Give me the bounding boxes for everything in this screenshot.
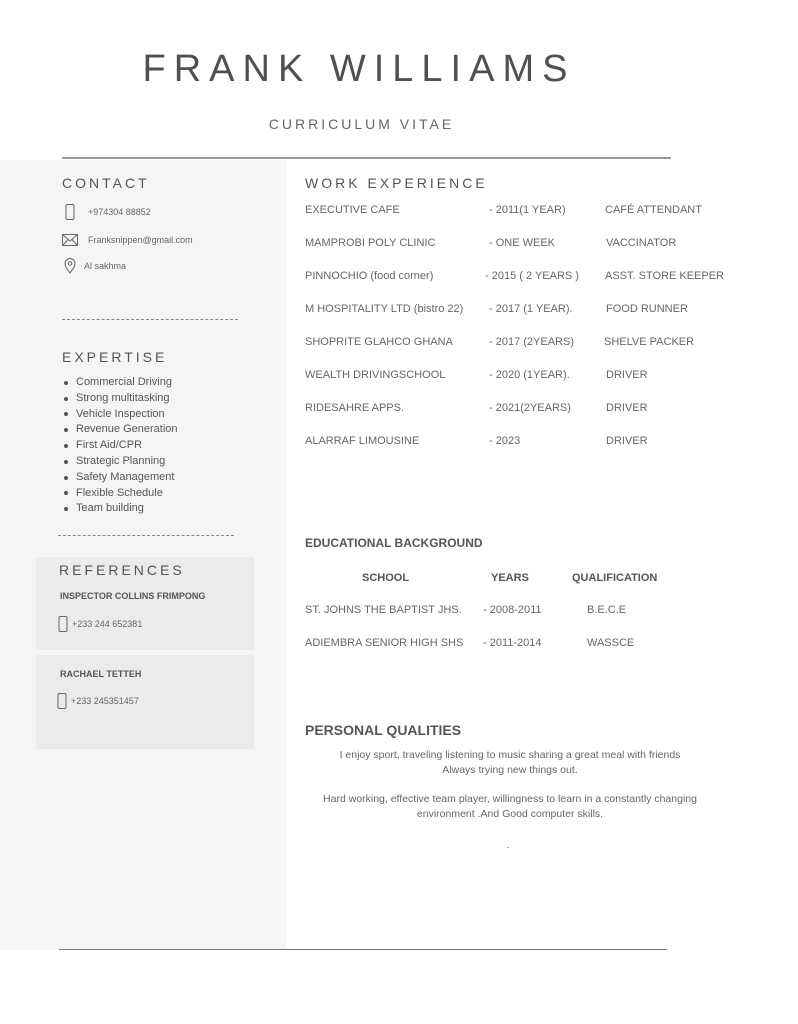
work-period: - 2021(2YEARS) [489, 402, 571, 414]
qualities-line: I enjoy sport, traveling listening to music sharing a great meal with friends [339, 749, 681, 761]
applicant-name: FRANK WILLIAMS [142, 48, 576, 90]
expertise-item: Team building [62, 501, 282, 517]
phone-icon [62, 204, 78, 220]
expertise-item: Flexible Schedule [62, 486, 282, 502]
location-pin-icon [62, 258, 78, 274]
work-row [305, 336, 785, 352]
reference-card [36, 655, 254, 749]
expertise-heading: EXPERTISE [62, 349, 168, 365]
work-role: FOOD RUNNER [606, 303, 688, 315]
work-period: - ONE WEEK [489, 237, 556, 249]
work-role: VACCINATOR [606, 237, 677, 249]
work-role: DRIVER [606, 402, 648, 414]
contact-email-row [62, 231, 193, 249]
work-role: SHELVE PACKER [604, 336, 695, 348]
education-col-qualification: QUALIFICATION [572, 572, 658, 584]
expertise-divider [58, 535, 234, 537]
work-company: EXECUTIVE CAFE [305, 204, 400, 216]
expertise-item: Strong multitasking [62, 391, 282, 407]
personal-qualities-heading: PERSONAL QUALITIES [305, 722, 462, 738]
work-company: MAMPROBI POLY CLINIC [305, 237, 436, 249]
education-heading: EDUCATIONAL BACKGROUND [305, 536, 483, 550]
work-company: M HOSPITALITY LTD (bistro 22) [305, 303, 464, 315]
work-period: - 2015 ( 2 YEARS ) [485, 270, 579, 282]
work-company: SHOPRITE GLAHCO GHANA [305, 336, 453, 348]
reference-name: INSPECTOR COLLINS FRIMPONG [60, 591, 206, 601]
expertise-item: Safety Management [62, 470, 282, 486]
header-divider [62, 157, 671, 159]
work-row [305, 270, 785, 286]
contact-divider [62, 319, 238, 321]
work-company: WEALTH DRIVINGSCHOOL [305, 369, 446, 381]
work-company: RIDESAHRE APPS. [305, 402, 405, 414]
education-row [305, 637, 725, 653]
work-role: ASST. STORE KEEPER [605, 270, 725, 282]
expertise-item: Revenue Generation [62, 422, 282, 438]
reference-name: RACHAEL TETTEH [60, 669, 142, 679]
contact-location: Al sakhma [84, 261, 127, 271]
document-subtitle: CURRICULUM VITAE [268, 116, 455, 132]
work-period: - 2023 [489, 435, 521, 447]
reference-phone-row [58, 616, 142, 632]
education-school: ST. JOHNS THE BAPTIST JHS. [305, 604, 462, 616]
work-row [305, 237, 785, 253]
work-company: ALARRAF LIMOUSINE [305, 435, 420, 447]
references-heading: REFERENCES [59, 562, 185, 578]
qualities-line: environment .And Good computer skills. [416, 808, 604, 820]
qualities-line: Always trying new things out. [442, 764, 578, 776]
work-row [305, 303, 785, 319]
education-col-years: YEARS [491, 572, 529, 584]
work-period: - 2011(1 YEAR) [489, 204, 566, 216]
expertise-item: Strategic Planning [62, 454, 282, 470]
work-row [305, 204, 785, 220]
contact-heading: CONTACT [62, 175, 150, 191]
work-period: - 2017 (2YEARS) [489, 336, 574, 348]
work-row [305, 369, 785, 385]
work-row [305, 435, 785, 451]
work-experience-heading: WORK EXPERIENCE [305, 175, 488, 191]
phone-icon [58, 616, 68, 632]
work-role: DRIVER [606, 369, 648, 381]
education-qualification: B.E.C.E [587, 604, 627, 616]
sidebar-background [0, 160, 286, 950]
work-row [305, 402, 785, 418]
education-row [305, 604, 725, 620]
work-company: PINNOCHIO (food corner) [305, 270, 434, 282]
reference-phone: +233 244 652381 [72, 619, 143, 629]
expertise-list [62, 375, 282, 517]
work-period: - 2017 (1 YEAR). [489, 303, 573, 315]
expertise-item: Vehicle Inspection [62, 407, 282, 423]
expertise-item: First Aid/CPR [62, 438, 282, 454]
education-years: - 2011-2014 [483, 637, 542, 649]
education-col-school: SCHOOL [362, 572, 410, 584]
phone-icon [57, 693, 67, 709]
education-school: ADIEMBRA SENIOR HIGH SHS [305, 637, 464, 649]
mail-icon [62, 232, 78, 248]
education-qualification: WASSCE [587, 637, 635, 649]
footer-divider [59, 949, 667, 950]
qualities-line: Hard working, effective team player, willingness to learn in a constantly changing [323, 793, 697, 805]
education-years: - 2008-2011 [483, 604, 542, 616]
contact-location-row [62, 257, 126, 275]
work-period: - 2020 (1YEAR). [489, 369, 570, 381]
reference-phone: +233 245351457 [71, 696, 139, 706]
contact-phone-row [62, 203, 151, 221]
contact-email: Franksnippen@gmail.com [88, 235, 193, 245]
stray-mark: . [506, 840, 510, 850]
reference-card [36, 557, 254, 650]
reference-phone-row [57, 693, 139, 709]
work-role: DRIVER [606, 435, 648, 447]
work-role: CAFÉ ATTENDANT [605, 204, 702, 216]
contact-phone: +974304 88852 [88, 207, 151, 217]
expertise-item: Commercial Driving [62, 375, 282, 391]
